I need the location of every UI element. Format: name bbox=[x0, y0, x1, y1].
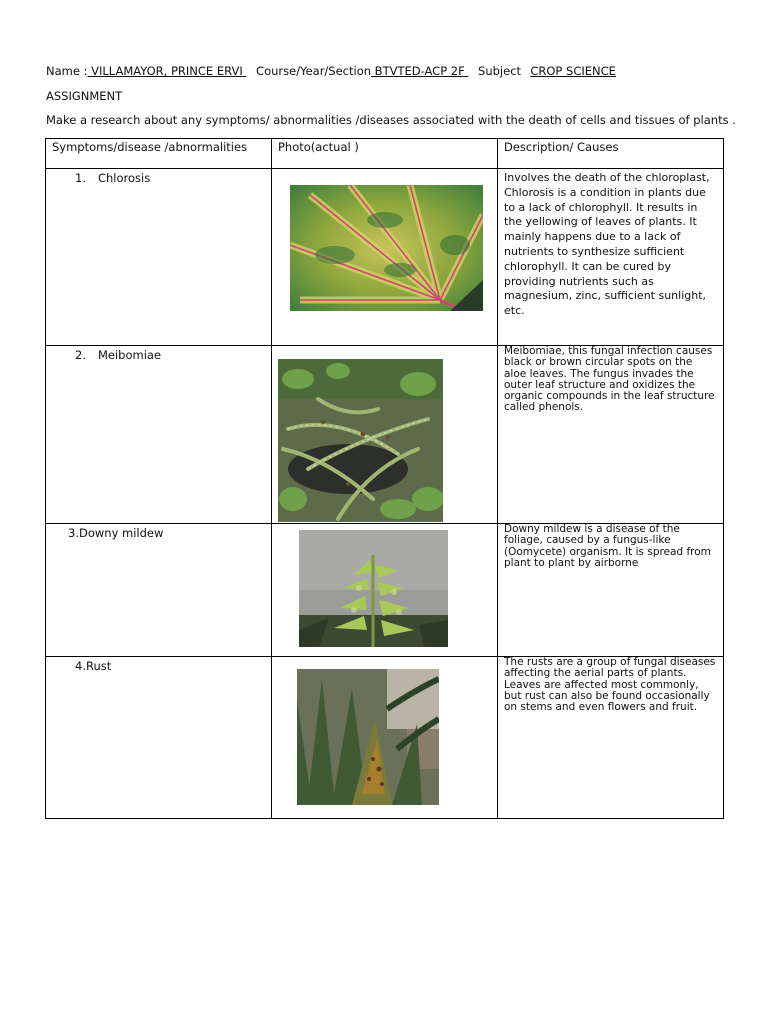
description-text: Involves the death of the chloroplast, Chlorosis is a condition in plants due to a lack of chlorophyll. It results in the yellowing of leaves of plants. It mainly happens due to a lack of nutrients to synthesize sufficient chlorophyll. It can be cured by providing nutrients such as magnesium, zinc, sufficient sunlight, etc. bbox=[504, 171, 710, 318]
table-row bbox=[46, 169, 724, 346]
symptom-name: Chlorosis bbox=[97, 171, 151, 185]
symptom-cell bbox=[46, 524, 272, 657]
header-cell-symptoms: Symptoms/disease /abnormalities bbox=[46, 139, 272, 169]
table-row bbox=[46, 657, 724, 819]
rust-snake-plant-photo bbox=[297, 669, 439, 805]
photo-cell bbox=[272, 169, 498, 346]
subject-label: Subject bbox=[478, 64, 522, 78]
name-label: Name : bbox=[46, 64, 88, 78]
description-cell bbox=[498, 169, 724, 346]
row-number: 3. bbox=[68, 526, 79, 540]
name-value: VILLAMAYOR, PRINCE ERVI bbox=[87, 64, 247, 78]
downy-mildew-plant-photo bbox=[299, 530, 448, 647]
instructions-text: Make a research about any symptoms/ abnormalities /diseases associated with the death of cells and tissues of plants . bbox=[46, 113, 736, 127]
chlorosis-leaf-photo bbox=[290, 185, 483, 311]
description-text: The rusts are a group of fungal diseases affecting the aerial parts of plants. Leaves are affected most commonly, but rust can also be found occasionally on stems and even flowers and fruit. bbox=[504, 656, 716, 714]
course-value: BTVTED-ACP 2F bbox=[371, 64, 469, 78]
photo-cell bbox=[272, 524, 498, 657]
subject-value: CROP SCIENCE bbox=[530, 64, 616, 78]
meibomiae-aloe-photo bbox=[278, 359, 443, 522]
course-label: Course/Year/Section bbox=[256, 64, 372, 78]
symptom-cell bbox=[46, 657, 272, 819]
row-number: 4. bbox=[75, 659, 86, 673]
symptom-cell bbox=[46, 346, 272, 524]
header-cell-description: Description/ Causes bbox=[498, 139, 724, 169]
table-row bbox=[46, 346, 724, 524]
description-cell bbox=[498, 524, 724, 657]
row-number: 2. bbox=[75, 348, 86, 362]
symptom-name: Rust bbox=[85, 659, 112, 673]
assignment-heading: ASSIGNMENT bbox=[46, 89, 123, 103]
description-cell bbox=[498, 657, 724, 819]
symptom-cell bbox=[46, 169, 272, 346]
header-cell-photo: Photo(actual ) bbox=[272, 139, 498, 169]
description-text: Meibomiae, this fungal infection causes black or brown circular spots on the aloe leaves. The fungus invades the outer leaf structure and oxidizes the organic compounds in the leaf structure called phenols. bbox=[504, 345, 715, 414]
table-header-row bbox=[46, 139, 724, 169]
photo-cell bbox=[272, 657, 498, 819]
photo-cell bbox=[272, 346, 498, 524]
student-info-line bbox=[46, 64, 616, 78]
research-table bbox=[45, 138, 724, 819]
description-text: Downy mildew is a disease of the foliage, caused by a fungus-like (Oomycete) organism. It is spread from plant to plant by airborne bbox=[504, 523, 711, 569]
symptom-name: Downy mildew bbox=[78, 526, 164, 540]
description-cell bbox=[498, 346, 724, 524]
row-number: 1. bbox=[75, 171, 86, 185]
table-row bbox=[46, 524, 724, 657]
symptom-name: Meibomiae bbox=[97, 348, 162, 362]
